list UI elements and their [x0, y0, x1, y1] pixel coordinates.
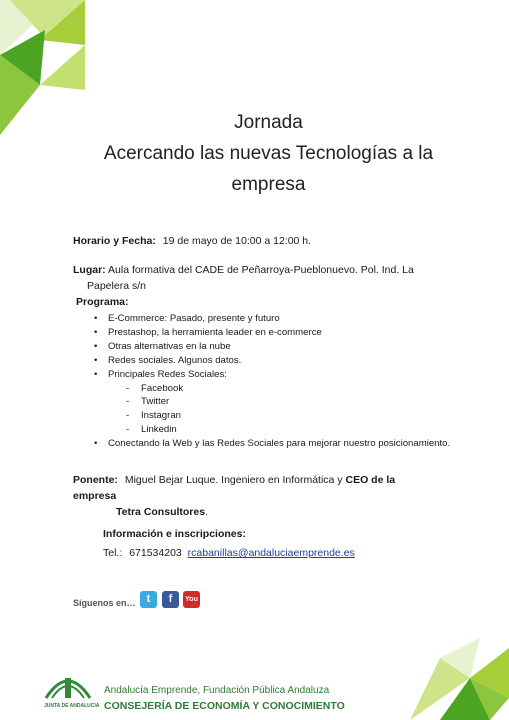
list-item — [94, 368, 450, 438]
title-jornada: Jornada — [234, 112, 303, 133]
bottom-right-decoration — [410, 638, 509, 720]
list-item: • Prestashop, la herramienta leader en e-commerce — [94, 326, 450, 340]
lugar-label: Lugar: — [73, 264, 106, 276]
tel-label: Tel.: — [103, 547, 123, 559]
title-line2: Acercando las nuevas Tecnologías a la — [103, 143, 434, 164]
list-item: • Redes sociales. Algunos datos. — [94, 354, 450, 368]
sub-list-item: - Instagran — [126, 409, 450, 423]
programa-label: Programa: — [76, 296, 129, 308]
list-item-label: Principales Redes Sociales: — [108, 368, 227, 380]
list-item: • Conectando la Web y las Redes Sociales para mejorar nuestro posicionamiento. — [94, 437, 450, 451]
list-item: • Otras alternativas en la nube — [94, 340, 450, 354]
footer-line2: CONSEJERÍA DE ECONOMÍA Y CONOCIMIENTO — [104, 700, 345, 712]
programa-list — [94, 312, 450, 451]
lugar-value-line1: Aula formativa del CADE de Peñarroya-Pueblonuevo. Pol. Ind. La — [108, 264, 414, 276]
follow-label: Síguenos en… — [73, 598, 136, 608]
sub-list-item: - Twitter — [126, 395, 450, 409]
sub-list-item: - Linkedin — [126, 423, 450, 437]
ponente-company: Tetra Consultores — [116, 506, 206, 518]
ponente-row — [73, 472, 441, 520]
tel-number: 671534203 — [129, 547, 182, 559]
email-link[interactable]: rcabanillas@andaluciaemprende.es — [187, 547, 355, 559]
contact-row — [103, 545, 355, 561]
horario-row — [73, 233, 311, 249]
title-line3: empresa — [231, 174, 306, 195]
twitter-icon[interactable]: t — [140, 591, 157, 608]
social-networks-sublist — [108, 382, 450, 438]
junta-logo-text: JUNTA DE ANDALUCIA — [44, 703, 100, 709]
ponente-value: Miguel Bejar Luque. Ingeniero en Informática y — [124, 474, 343, 486]
facebook-icon[interactable]: f — [162, 591, 179, 608]
lugar-row — [73, 262, 436, 294]
horario-label: Horario y Fecha: — [73, 235, 156, 247]
horario-value: 19 de mayo de 10:00 a 12:00 h. — [162, 235, 312, 247]
footer-line1: Andalucía Emprende, Fundación Pública Andaluza — [104, 685, 330, 696]
info-title: Información e inscripciones: — [103, 528, 246, 540]
ponente-label: Ponente: — [73, 474, 118, 486]
list-item: • E-Commerce: Pasado, presente y futuro — [94, 312, 450, 326]
lugar-value-line2: Papelera s/n — [87, 280, 146, 292]
junta-andalucia-logo — [42, 670, 94, 707]
sub-list-item: - Facebook — [126, 382, 450, 396]
ponente-ceo: CEO de la empresa — [73, 474, 396, 502]
ponente-end: . — [205, 506, 208, 518]
youtube-icon[interactable]: You — [183, 591, 200, 608]
